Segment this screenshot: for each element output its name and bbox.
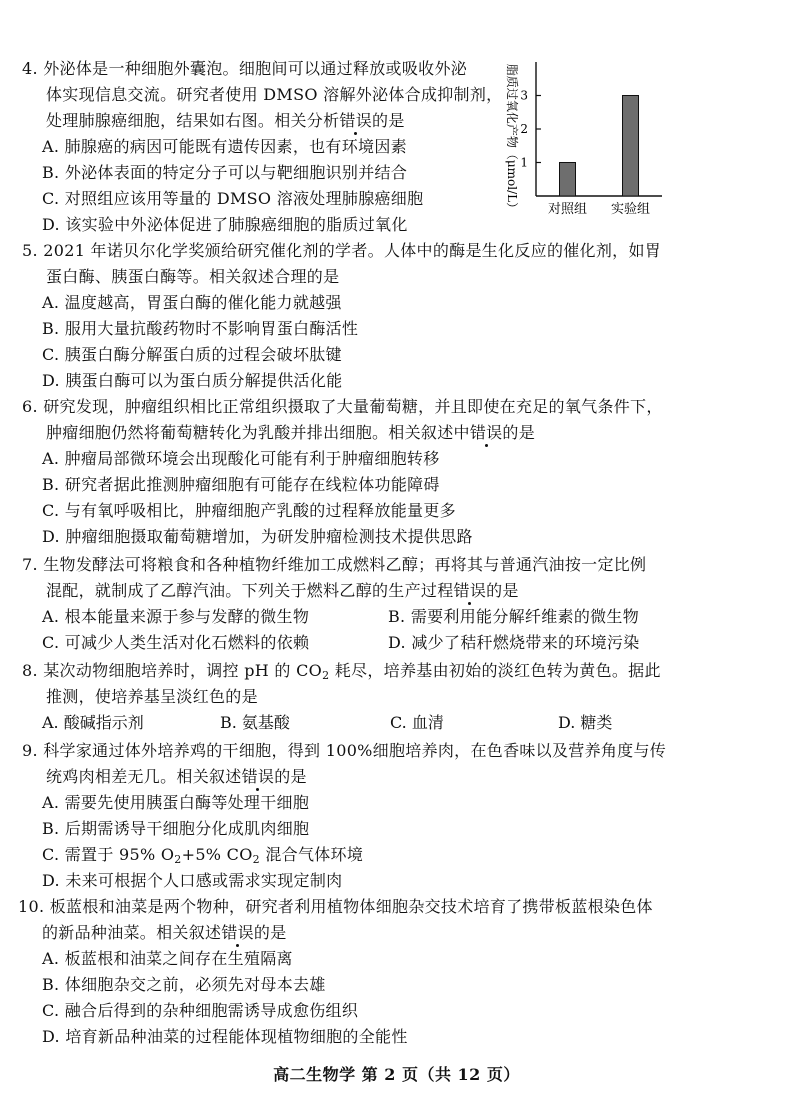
q4-stem-line3 xyxy=(46,110,405,132)
q8-option-a: A. 酸碱指示剂 xyxy=(42,713,144,732)
q4-emphasis-word xyxy=(339,111,372,130)
q9-emphasis-text: 错误 xyxy=(241,767,275,786)
q9-option-a: A. 需要先使用胰蛋白酶等处理干细胞 xyxy=(42,793,310,812)
y-tick-label: 2 xyxy=(520,122,528,136)
q5-option-b: B. 服用大量抗酸药物时不影响胃蛋白酶活性 xyxy=(42,319,359,338)
q10-stem-line1: 10. 板蓝根和油菜是两个物种，研究者利用植物体细胞杂交技术培育了携带板蓝根染色体 xyxy=(18,897,653,916)
q7-stem-line1: 7. 生物发酵法可将粮食和各种植物纤维加工成燃料乙醇；再将其与普通汽油按一定比例 xyxy=(22,555,647,574)
x-category-label: 对照组 xyxy=(547,202,588,217)
q10-option-c: C. 融合后得到的杂种细胞需诱导成愈伤组织 xyxy=(42,1001,359,1020)
q6-emphasis-word xyxy=(470,423,503,442)
q8-stem-line1 xyxy=(22,660,661,682)
chart-bars xyxy=(560,96,639,197)
q9-stem-line1: 9. 科学家通过体外培养鸡的干细胞，得到 100%细胞培养肉，在色香味以及营养角度与传 xyxy=(22,741,667,760)
x-category-label: 实验组 xyxy=(610,202,651,217)
q9-option-c-text3: 混合气体环境 xyxy=(259,845,364,864)
q9-option-c-text1: C. 需置于 95% O xyxy=(42,845,175,864)
chart-axes xyxy=(536,62,662,196)
q6-option-c: C. 与有氧呼吸相比，肿瘤细胞产乳酸的过程释放能量更多 xyxy=(42,501,456,520)
q7-option-c: C. 可减少人类生活对化石燃料的依赖 xyxy=(42,633,310,652)
q10-option-b: B. 体细胞杂交之前，必须先对母本去雄 xyxy=(42,975,326,994)
y-axis-label: 脂质过氧化产物（μmol/L） xyxy=(505,63,519,215)
q6-option-a: A. 肿瘤局部微环境会出现酸化可能有利于肿瘤细胞转移 xyxy=(42,449,440,468)
q9-emphasis-word xyxy=(242,767,275,786)
q4-stem-text: 处理肺腺癌细胞，结果如右图。相关分析 xyxy=(46,111,340,130)
q4-emphasis-text: 错误 xyxy=(339,111,373,130)
q9-option-c xyxy=(42,844,363,866)
q4-bar-chart xyxy=(492,50,672,220)
q8-option-b: B. 氨基酸 xyxy=(220,713,290,732)
q10-emphasis-text: 错误 xyxy=(221,923,254,942)
q7-option-b: B. 需要利用能分解纤维素的微生物 xyxy=(388,607,640,626)
q4-option-a: A. 肺腺癌的病因可能既有遗传因素，也有环境因素 xyxy=(42,137,407,156)
q6-option-d: D. 肿瘤细胞摄取葡萄糖增加，为研发肿瘤检测技术提供思路 xyxy=(42,527,473,546)
q4-option-b: B. 外泌体表面的特定分子可以与靶细胞识别并结合 xyxy=(42,163,408,182)
q6-option-b: B. 研究者据此推测肿瘤细胞有可能存在线粒体功能障碍 xyxy=(42,475,440,494)
q4-stem-tail: 的是 xyxy=(372,111,405,130)
q10-emphasis-word xyxy=(221,923,254,942)
q10-option-d: D. 培育新品种油菜的过程能体现植物细胞的全能性 xyxy=(42,1027,408,1046)
q6-stem-line2 xyxy=(46,422,535,444)
bar-2 xyxy=(623,96,639,197)
q9-option-c-sub2: 2 xyxy=(252,853,260,866)
q4-stem-line1: 4. 外泌体是一种细胞外囊泡。细胞间可以通过释放或吸收外泌 xyxy=(22,59,468,78)
q9-stem-text: 统鸡肉相差无几。相关叙述 xyxy=(46,767,242,786)
q4-stem-line2: 体实现信息交流。研究者使用 DMSO 溶解外泌体合成抑制剂， xyxy=(46,85,503,104)
q8-option-d: D. 糖类 xyxy=(558,713,613,732)
q8-stem-tail: 耗尽，培养基由初始的淡红色转为黄色。据此 xyxy=(329,661,661,680)
q10-stem-tail: 的是 xyxy=(253,923,287,942)
q6-stem-line1: 6. 研究发现，肿瘤组织相比正常组织摄取了大量葡萄糖，并且即使在充足的氧气条件下， xyxy=(22,397,663,416)
q4-option-c: C. 对照组应该用等量的 DMSO 溶液处理肺腺癌细胞 xyxy=(42,189,424,208)
q9-stem-line2 xyxy=(46,766,307,788)
q7-emphasis-word xyxy=(454,581,487,600)
q8-stem-text: 8. 某次动物细胞培养时，调控 pH 的 CO xyxy=(22,661,323,680)
q9-option-d: D. 未来可根据个人口感或需求实现定制肉 xyxy=(42,871,343,890)
page-footer: 高二生物学 第 2 页（共 12 页） xyxy=(273,1065,520,1084)
q6-emphasis-text: 错误 xyxy=(469,423,503,442)
q9-option-b: B. 后期需诱导干细胞分化成肌肉细胞 xyxy=(42,819,310,838)
q7-emphasis-text: 错误 xyxy=(453,581,487,600)
q8-stem-line2: 推测，使培养基呈淡红色的是 xyxy=(46,687,258,706)
q10-stem-line2 xyxy=(42,922,287,944)
q5-stem-line2: 蛋白酶、胰蛋白酶等。相关叙述合理的是 xyxy=(46,267,340,286)
q9-option-c-text2: +5% CO xyxy=(181,845,253,864)
q5-stem-line1: 5. 2021 年诺贝尔化学奖颁给研究催化剂的学者。人体中的酶是生化反应的催化剂，如胃 xyxy=(22,241,662,260)
q7-stem-tail: 的是 xyxy=(486,581,519,600)
y-tick-label: 1 xyxy=(520,155,528,170)
q6-stem-text: 肿瘤细胞仍然将葡萄糖转化为乳酸并排出细胞。相关叙述中 xyxy=(46,423,470,442)
q10-stem-text: 的新品种油菜。相关叙述 xyxy=(42,923,222,942)
q8-option-c: C. 血清 xyxy=(390,713,444,732)
q6-stem-tail: 的是 xyxy=(502,423,536,442)
q5-option-d: D. 胰蛋白酶可以为蛋白质分解提供活化能 xyxy=(42,371,343,390)
bar-1 xyxy=(560,163,576,197)
y-tick-label: 3 xyxy=(520,88,528,103)
q7-stem-text: 混配，就制成了乙醇汽油。下列关于燃料乙醇的生产过程 xyxy=(46,581,454,600)
q7-option-d: D. 减少了秸秆燃烧带来的环境污染 xyxy=(388,633,640,652)
q10-option-a: A. 板蓝根和油菜之间存在生殖隔离 xyxy=(42,949,293,968)
q5-option-a: A. 温度越高，胃蛋白酶的催化能力就越强 xyxy=(42,293,342,312)
q7-stem-line2 xyxy=(46,580,519,602)
q9-stem-tail: 的是 xyxy=(274,767,307,786)
q9-option-c-sub1: 2 xyxy=(174,853,182,866)
q5-option-c: C. 胰蛋白酶分解蛋白质的过程会破坏肽键 xyxy=(42,345,342,364)
q7-option-a: A. 根本能量来源于参与发酵的微生物 xyxy=(42,607,310,626)
q4-option-d: D. 该实验中外泌体促进了肺腺癌细胞的脂质过氧化 xyxy=(42,215,408,234)
q8-subscript: 2 xyxy=(322,669,330,682)
